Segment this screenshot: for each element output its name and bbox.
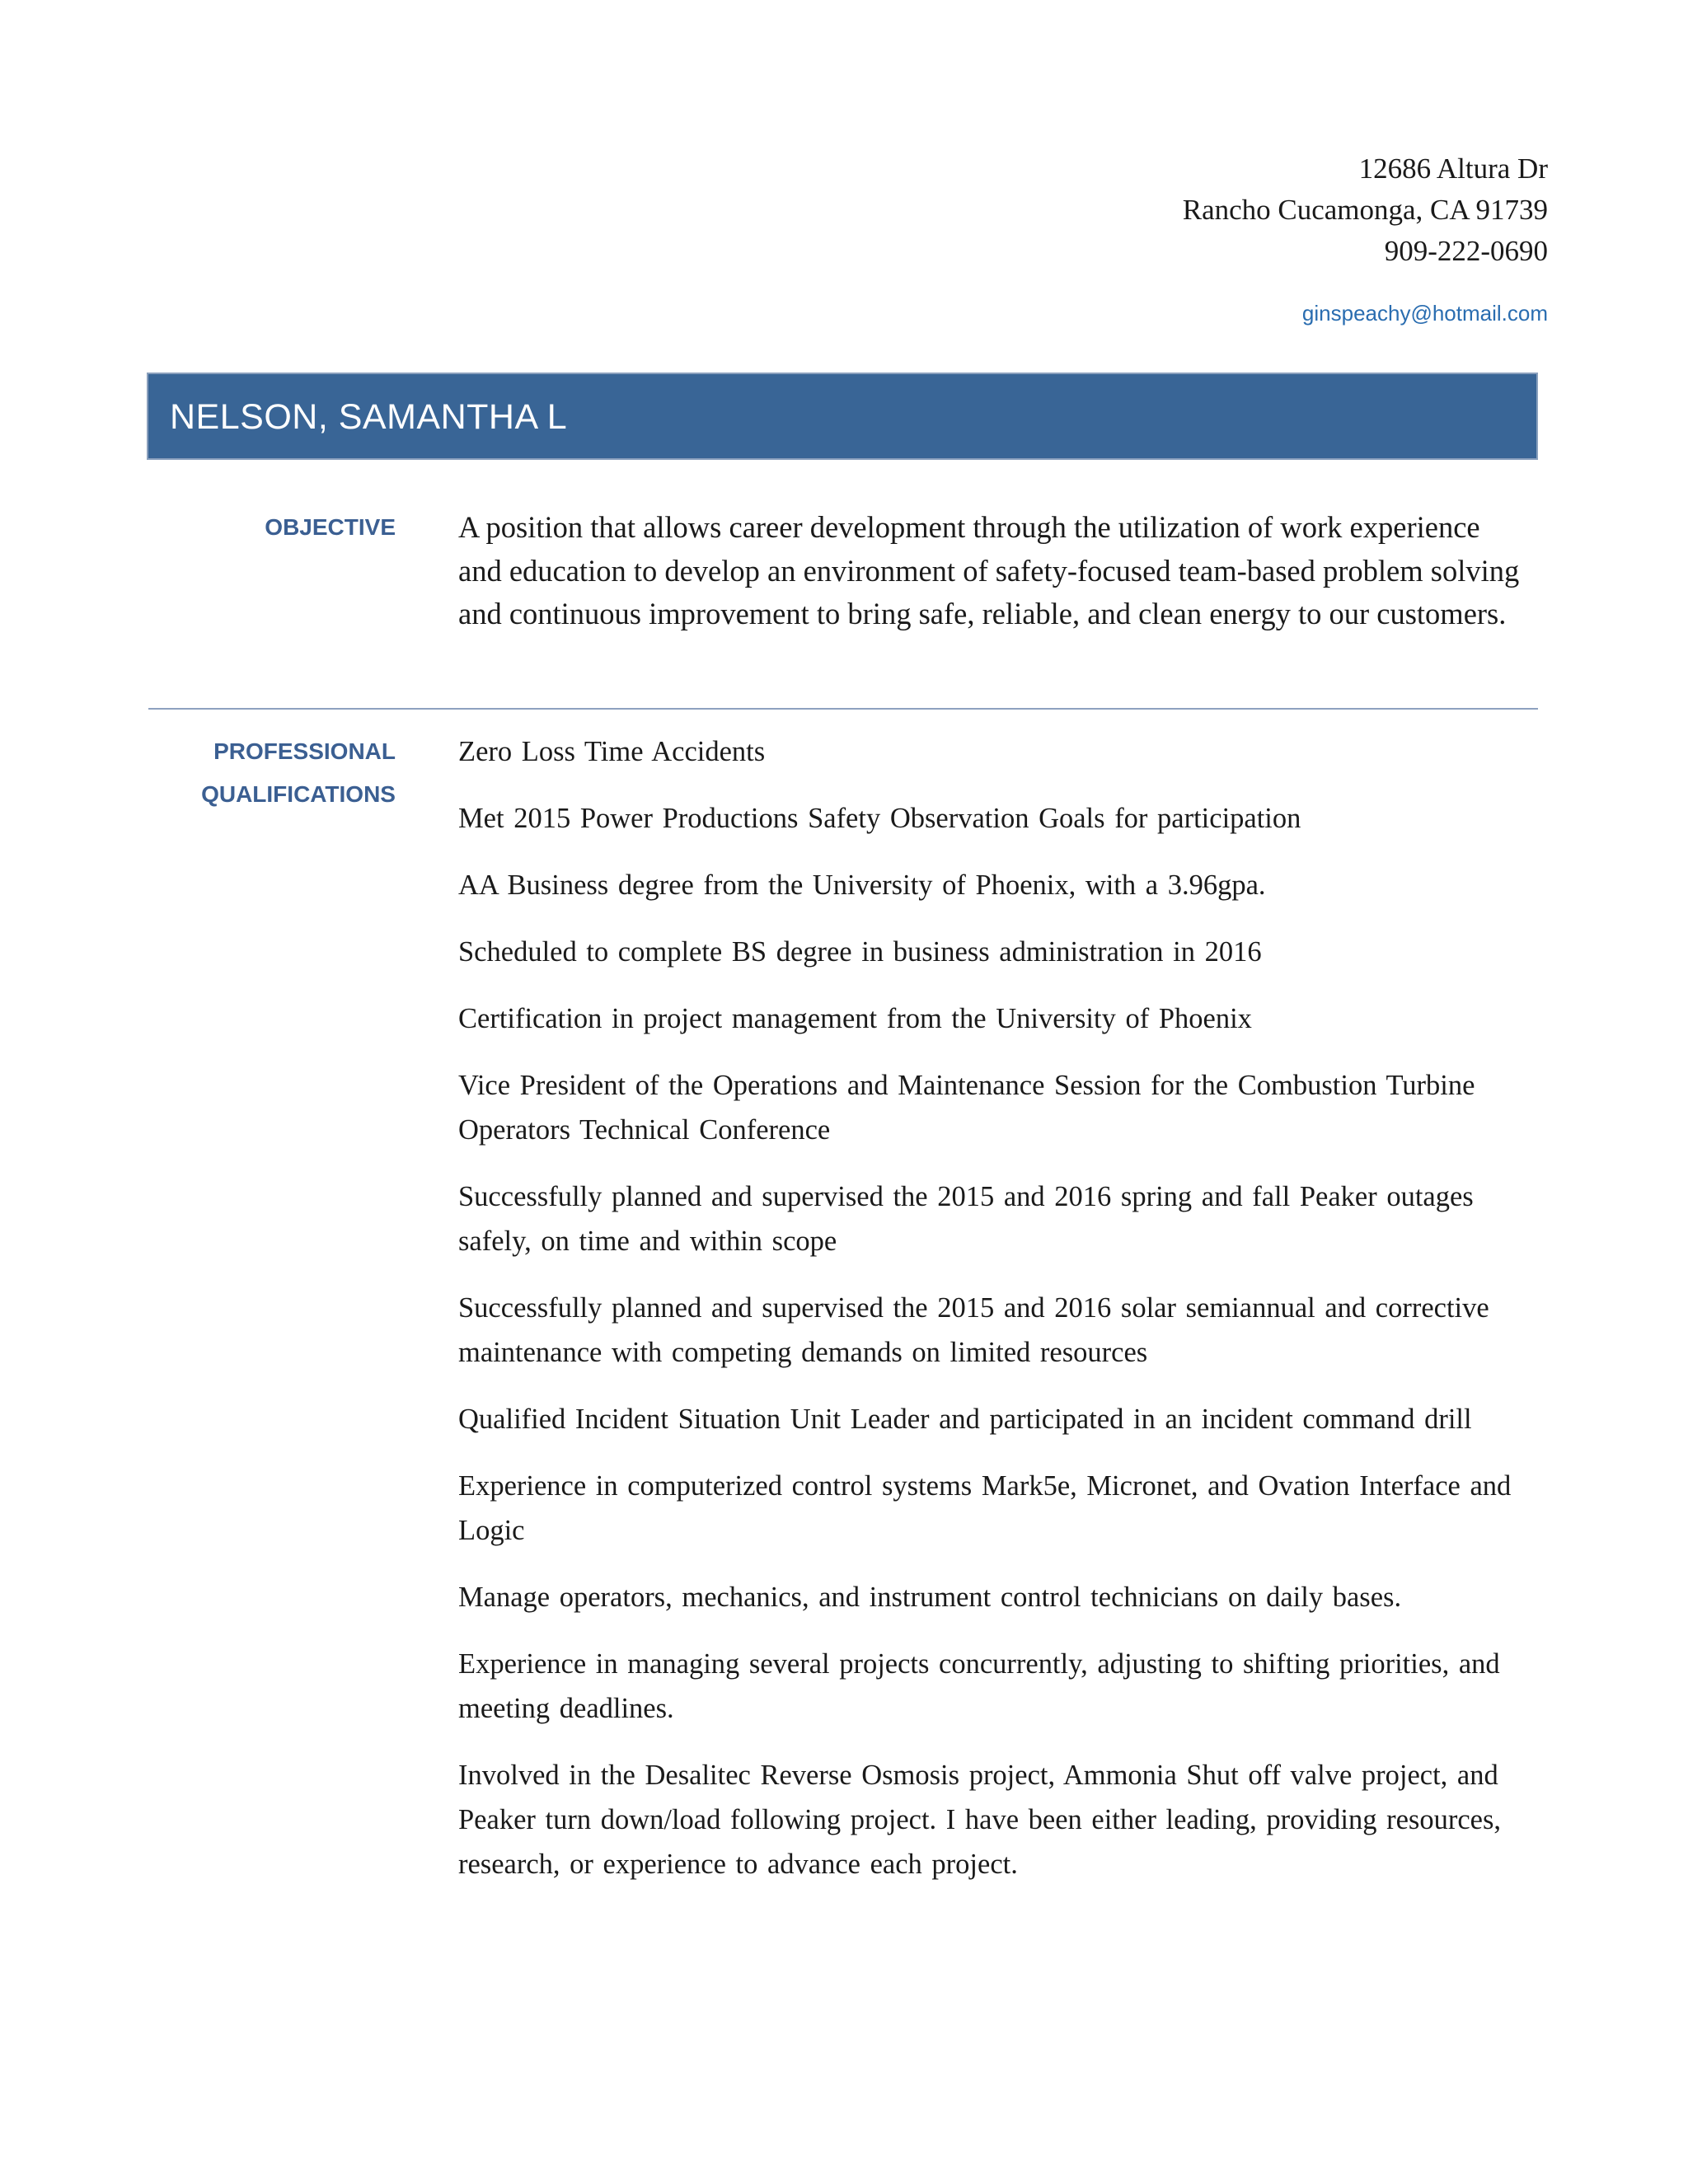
list-item: Successfully planned and supervised the 2015 and 2016 spring and fall Peaker outages safely, on time and within scope xyxy=(458,1181,1474,1257)
section-divider xyxy=(148,708,1538,710)
phone-number: 909-222-0690 xyxy=(1384,235,1548,267)
list-item: Vice President of the Operations and Maintenance Session for the Combustion Turbine Operators Technical Conference xyxy=(458,1070,1475,1146)
city-state-zip: Rancho Cucamonga, CA 91739 xyxy=(1182,194,1548,226)
candidate-name: NELSON, SAMANTHA L xyxy=(170,397,568,437)
qualifications-label-line2: QUALIFICATIONS xyxy=(201,781,396,807)
list-item: Experience in computerized control systems Mark5e, Micronet, and Ovation Interface and Logic xyxy=(458,1470,1512,1546)
list-item: Successfully planned and supervised the 2015 and 2016 solar semiannual and corrective maintenance with competing demands on limited resources xyxy=(458,1292,1489,1368)
qualifications-label xyxy=(148,730,396,816)
qualifications-list xyxy=(458,729,1530,1909)
contact-block xyxy=(806,148,1548,328)
list-item: Experience in managing several projects concurrently, adjusting to shifting priorities, and meeting deadlines. xyxy=(458,1648,1500,1724)
list-item: Manage operators, mechanics, and instrument control technicians on daily bases. xyxy=(458,1582,1402,1613)
list-item: Certification in project management from the University of Phoenix xyxy=(458,1003,1252,1034)
objective-label: OBJECTIVE xyxy=(265,514,396,540)
name-banner xyxy=(147,373,1538,460)
qualifications-label-line1: PROFESSIONAL xyxy=(213,738,396,764)
street-address: 12686 Altura Dr xyxy=(1358,152,1548,185)
objective-text: A position that allows career development through the utilization of work experience and education to develop an environment of safety-focused team-based problem solving and continuous improvement to bring safe, reliable, and clean energy to our customers. xyxy=(458,510,1520,630)
list-item: Met 2015 Power Productions Safety Observation Goals for participation xyxy=(458,803,1301,834)
list-item: Involved in the Desalitec Reverse Osmosis project, Ammonia Shut off valve project, and Peaker turn down/load following project. I have been either leading, providing resources, research, or experience to advance each project. xyxy=(458,1760,1502,1880)
list-item: Scheduled to complete BS degree in business administration in 2016 xyxy=(458,936,1262,968)
list-item: Qualified Incident Situation Unit Leader and participated in an incident command drill xyxy=(458,1404,1472,1435)
email-link[interactable]: ginspeachy@hotmail.com xyxy=(1301,301,1548,326)
list-item: AA Business degree from the University of Phoenix, with a 3.96gpa. xyxy=(458,869,1266,901)
list-item: Zero Loss Time Accidents xyxy=(458,736,766,767)
